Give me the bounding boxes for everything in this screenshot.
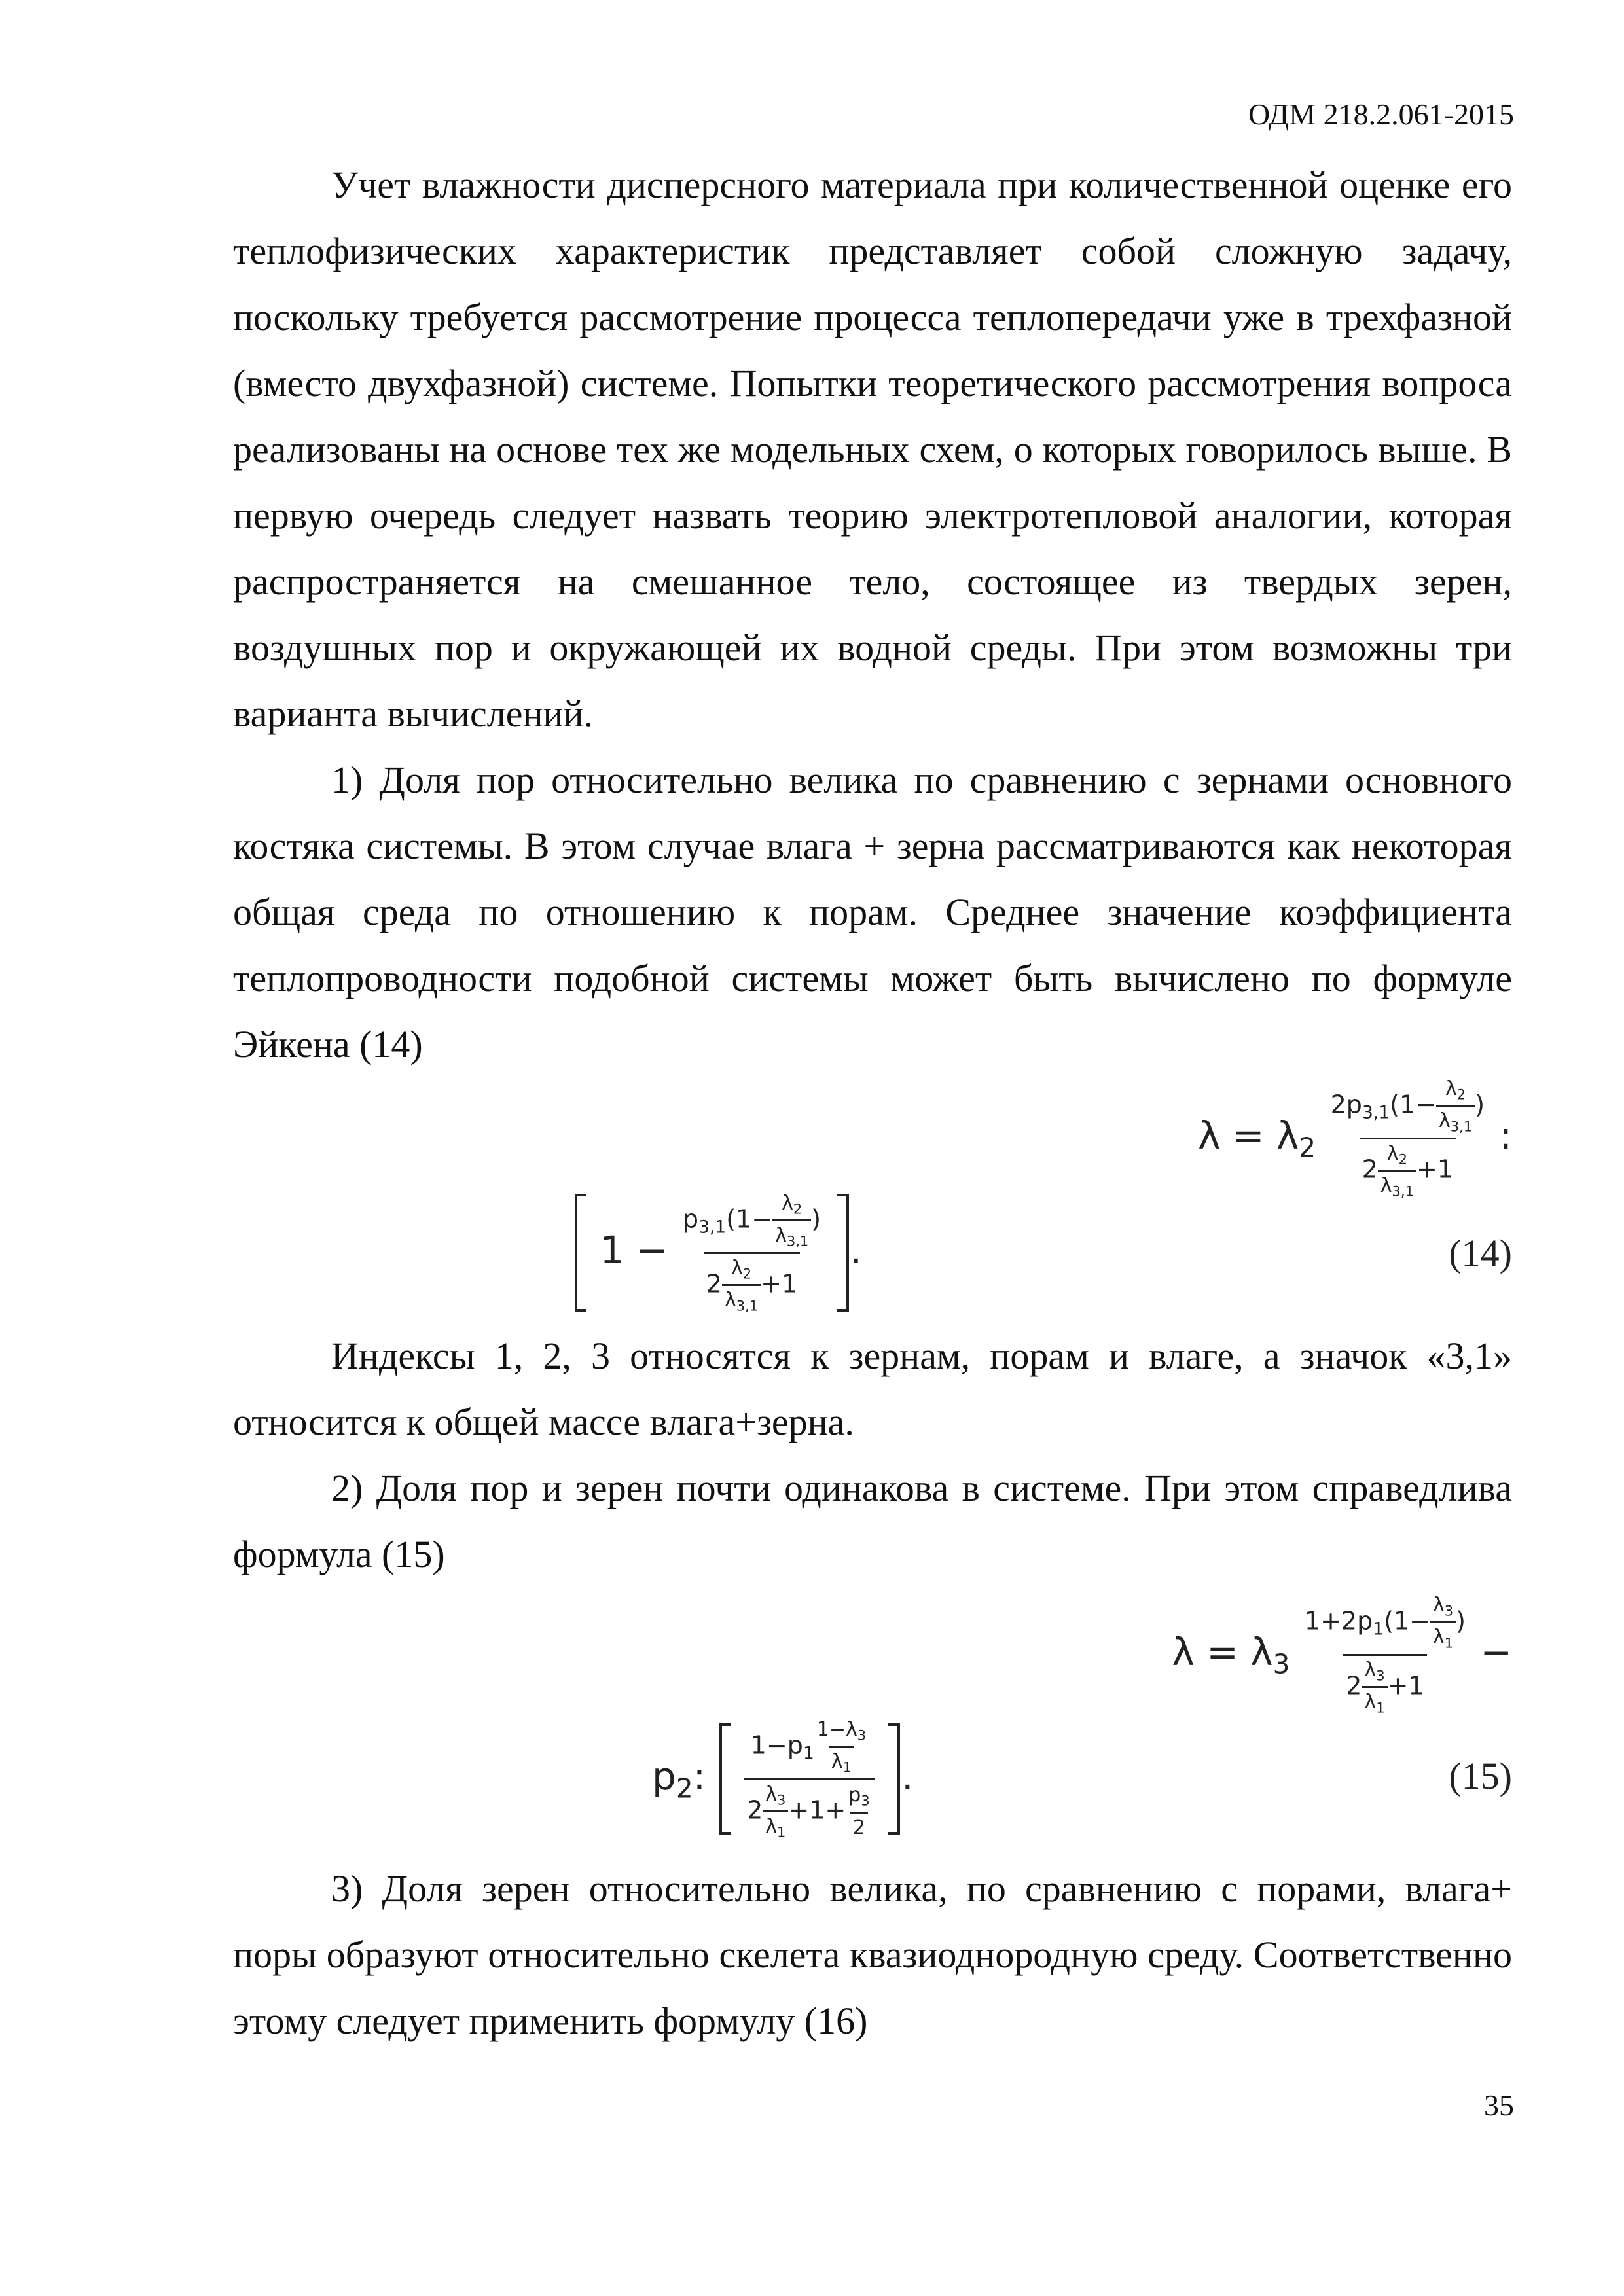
equation-15-main-fraction: $1+2p_1(1-$ $\frac{\lambda_3}{\lambda_1}$ ) 2 $\frac{\lambda_3}{\lambda_1}$ +1 bbox=[1304, 1594, 1466, 1716]
equation-14-bracket-fraction: $p_{3,1}(1-$ $\frac{\lambda_2}{\lambda_{3,1}}$ ) 2 $\frac{\lambda_2}{\lambda_{3,1}}$ +1 bbox=[682, 1192, 821, 1314]
right-bracket bbox=[887, 1723, 901, 1835]
left-bracket bbox=[718, 1723, 732, 1835]
paragraph-case-2: 2) Доля пор и зерен почти одинакова в системе. При этом справедлива формула (15) bbox=[233, 1467, 1512, 1575]
equation-15-line-1: $\lambda = \lambda_3$ $1+2p_1(1-$ $\frac{\lambda_3}{\lambda_1}$ ) 2 $\frac{\lambda_3}{\lambda_1}$ +1 − bbox=[1172, 1594, 1512, 1716]
document-code-header: ОДМ 218.2.061-2015 bbox=[1248, 98, 1514, 131]
paragraph-case-1: 1) Доля пор относительно велика по сравнению с зернами основного костяка системы. В этом случае влага + зерна рассматриваются как некоторая общая среда по отношению к порам. Среднее значение коэффициента теплопроводности подобной системы может быть вычислено по формуле Эйкена (14) bbox=[233, 759, 1512, 1066]
left-bracket bbox=[573, 1194, 588, 1312]
equation-15-line-2: $p_2$: $1-p_1$ $\frac{1-\lambda_3}{\lambda_1}$ 2 $\frac{\lambda_3}{\lambda_1}$ +1+ $\frac{p_3}{2}$ . (15) bbox=[652, 1718, 1512, 1840]
paragraph-indices: Индексы 1, 2, 3 относятся к зернам, порам и влаге, а значок «3,1» относится к общей массе влага+зерна. bbox=[233, 1335, 1512, 1443]
paragraph-case-3: 3) Доля зерен относительно велика, по сравнению с порами, влага+ поры образуют относительно скелета квазиоднородную среду. Соответственно этому следует применить формулу (16) bbox=[233, 1867, 1512, 2042]
right-bracket bbox=[836, 1194, 850, 1312]
equation-14-line-2: 1 − $p_{3,1}(1-$ $\frac{\lambda_2}{\lambda_{3,1}}$ ) 2 $\frac{\lambda_2}{\lambda_{3,1}}$ +1 . (14) bbox=[233, 1192, 1512, 1316]
equation-14-line-1: $\lambda = \lambda_2$ $2p_{3,1}(1-$ $\frac{\lambda_2}{\lambda_{3,1}}$ ) 2 $\frac{\lambda_2}{\lambda_{3,1}}$ +1 : bbox=[1198, 1077, 1512, 1200]
page-body bbox=[233, 152, 1512, 2054]
equation-15-bracket-fraction: $1-p_1$ $\frac{1-\lambda_3}{\lambda_1}$ 2 $\frac{\lambda_3}{\lambda_1}$ +1+ $\frac{p_3}{2}$ bbox=[744, 1718, 875, 1840]
equation-15-number: (15) bbox=[1449, 1755, 1512, 1797]
equation-14-main-fraction: $2p_{3,1}(1-$ $\frac{\lambda_2}{\lambda_{3,1}}$ ) 2 $\frac{\lambda_2}{\lambda_{3,1}}$ +1 bbox=[1330, 1077, 1485, 1200]
page-number: 35 bbox=[1484, 2089, 1514, 2122]
equation-14-number: (14) bbox=[1449, 1232, 1512, 1274]
paragraph-moisture-intro: Учет влажности дисперсного материала при количественной оценке его теплофизических характеристик представляет собой сложную задачу, поскольку требуется рассмотрение процесса теплопередачи уже в трехфазной (вместо двухфазной) системе. Попытки теоретического рассмотрения вопроса реализованы на основе тех же модельных схем, о которых говорилось выше. В первую очередь следует назвать теорию электротепловой аналогии, которая распространяется на смешанное тело, состоящее из твердых зерен, воздушных пор и окружающей их водной среды. При этом возможны три варианта вычислений. bbox=[233, 164, 1512, 735]
